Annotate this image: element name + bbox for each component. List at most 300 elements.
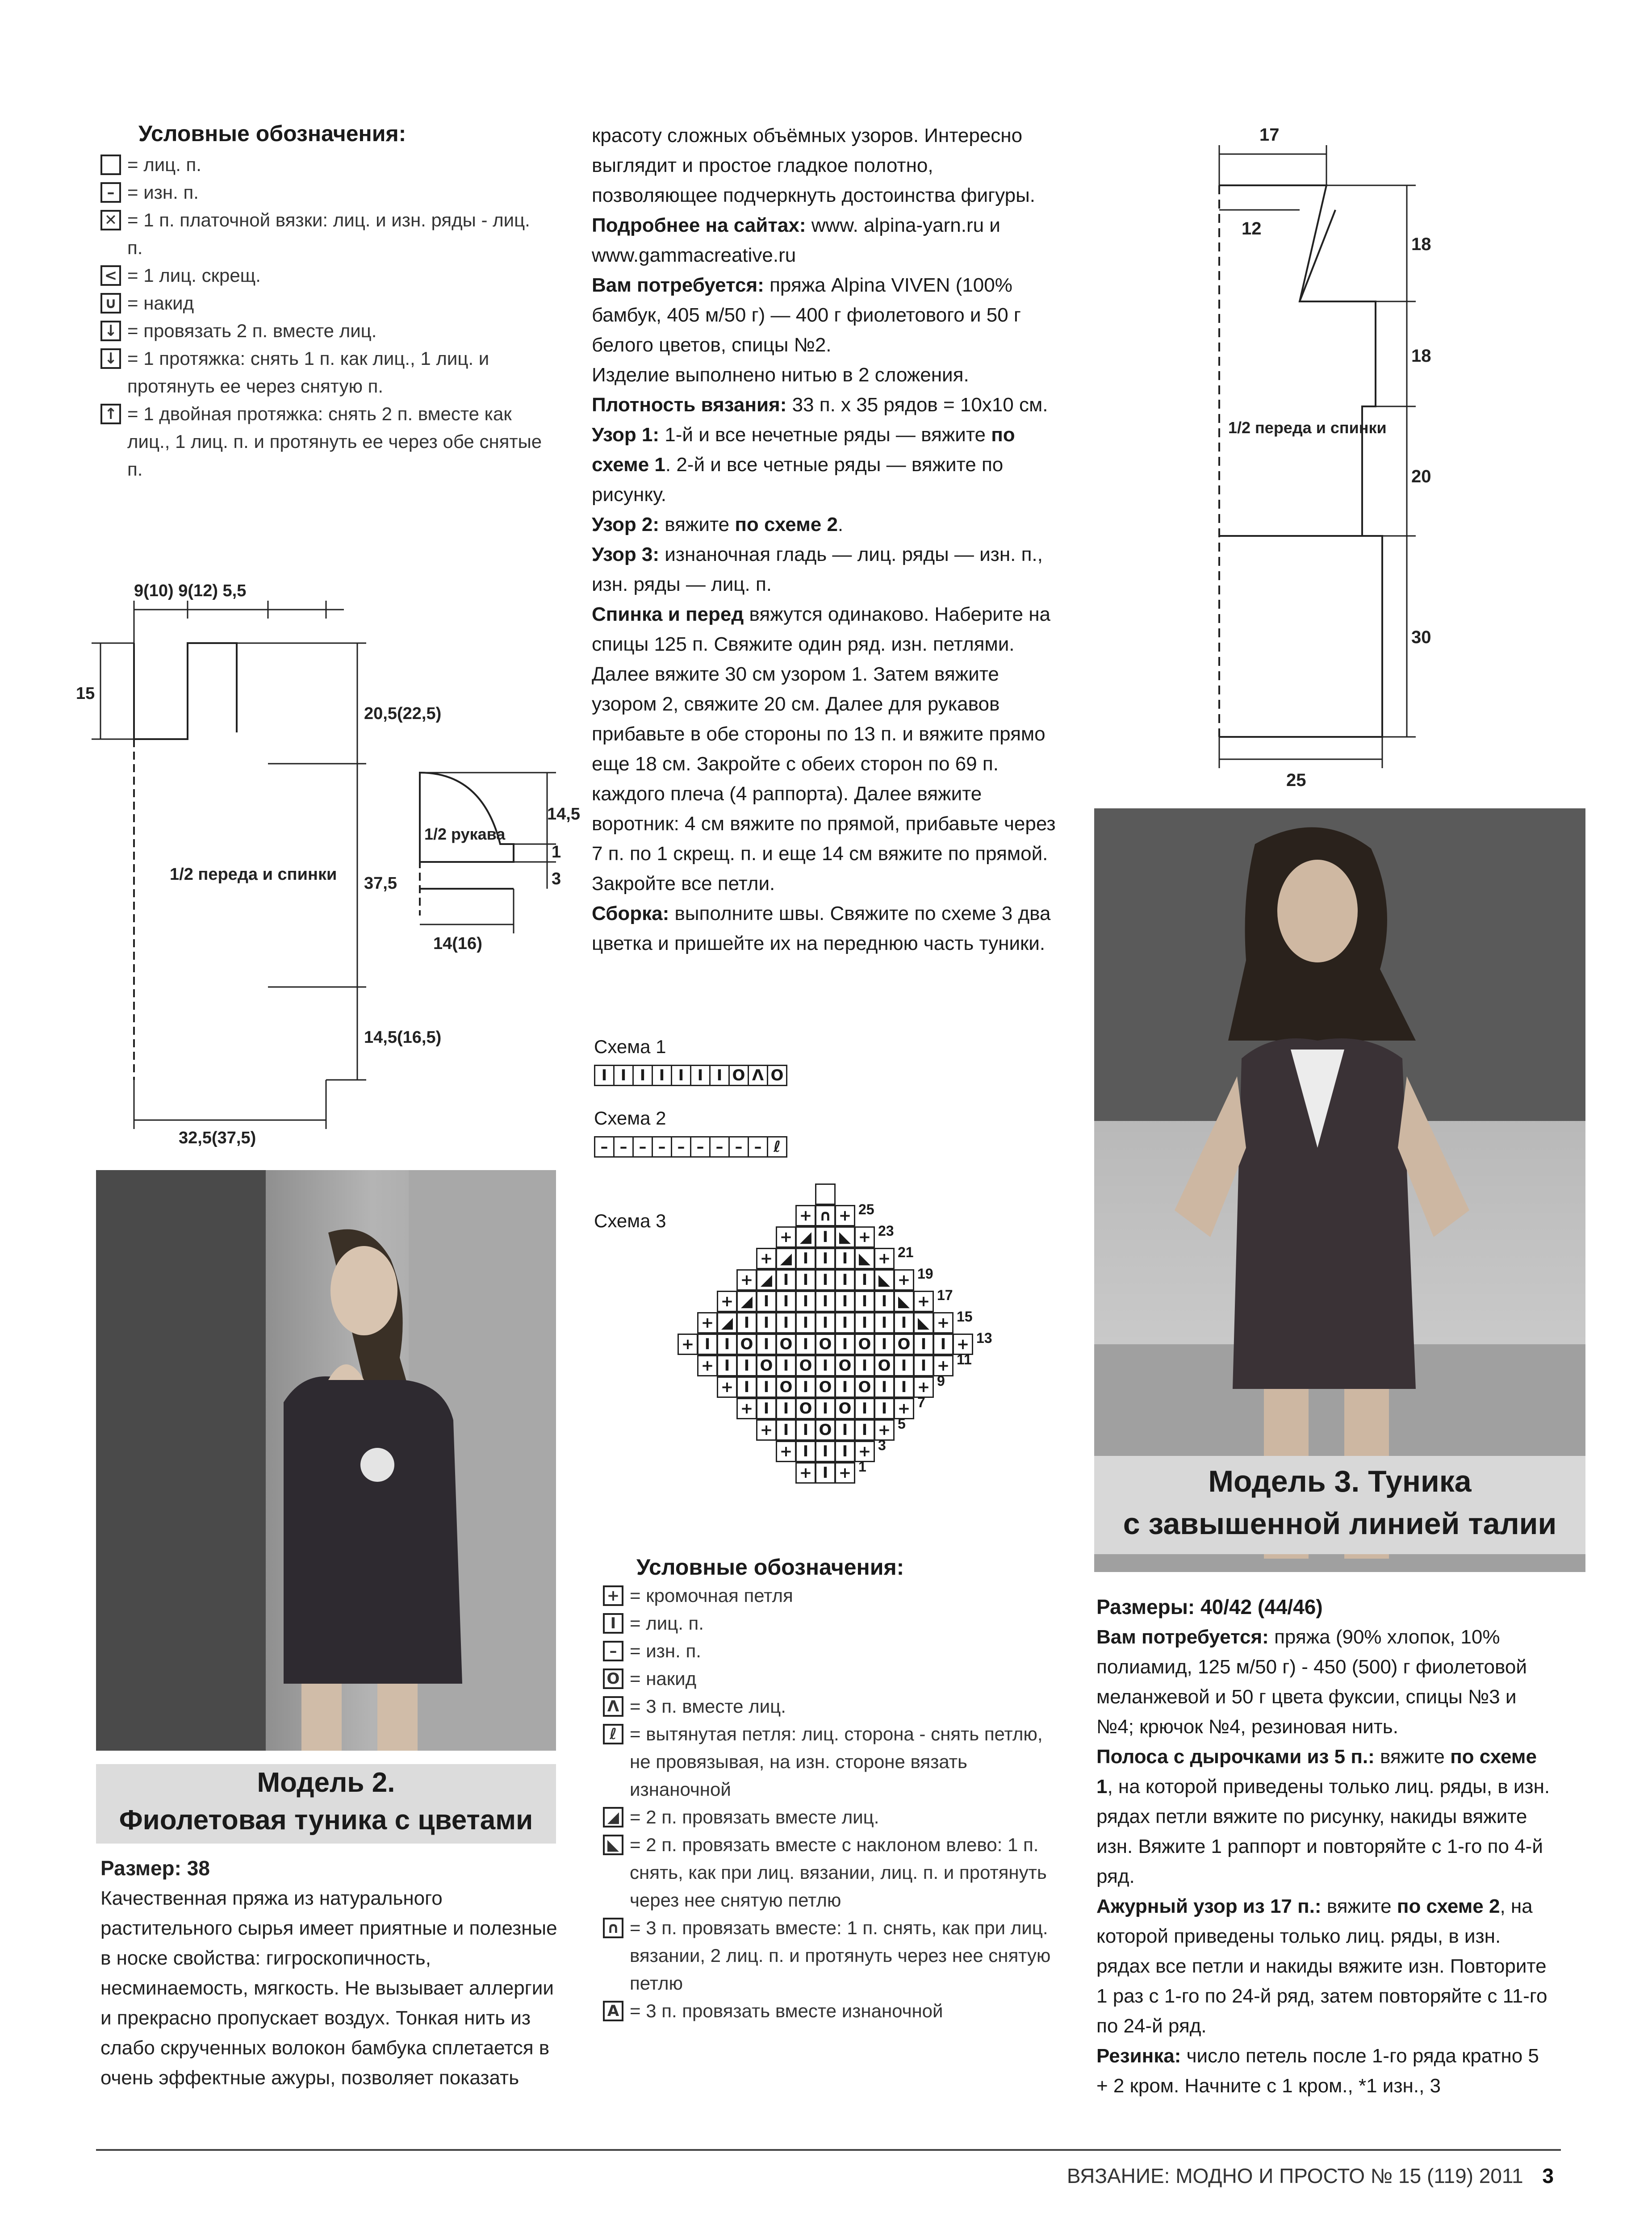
chart-cell: O [795, 1398, 816, 1419]
sleeve-dim-2: 1 [552, 843, 561, 861]
knit-symbol-icon: – [100, 182, 121, 203]
right-p2 [1096, 1742, 1552, 1891]
chart-cell: I [815, 1291, 836, 1312]
legend-1-text: = 1 двойная протяжка: снять 2 п. вместе как лиц., 1 лиц. п. и протянуть ее через обе снятые п. [127, 403, 542, 480]
chart-cell: + [894, 1398, 914, 1419]
chart-cell: I [835, 1376, 855, 1398]
chart-cell: + [913, 1291, 934, 1312]
chart-cell: ◢ [756, 1269, 777, 1291]
chart-cell: I [815, 1269, 836, 1291]
legend-2-text: = вытянутая петля: лиц. сторона - снять петлю, не провязывая, на изн. стороне вязать изнаночной [630, 1723, 1043, 1800]
chart-cell: O [767, 1065, 787, 1086]
chart-cell: I [671, 1065, 691, 1086]
legend-title: Условные обозначения: [138, 121, 406, 146]
dim-top: 17 [1259, 125, 1280, 145]
legend-1-row [100, 345, 547, 400]
footer-magazine: ВЯЗАНИЕ: МОДНО И ПРОСТО № 15 (119) 2011 [1066, 2164, 1523, 2187]
chart-cell: + [795, 1205, 816, 1226]
knit-symbol-icon: ∪ [100, 293, 121, 314]
dim-right-1: 18 [1411, 234, 1431, 254]
assembly-text: выполните швы. Свяжите по схеме 3 два цветка и пришейте их на переднюю часть туники. [592, 903, 1051, 954]
row-number-label: 19 [917, 1266, 933, 1282]
rib-text: число петель после 1-го ряда кратно 5 + 2 кром. Начните с 1 кром., *1 изн., 3 [1096, 2045, 1539, 2097]
chart-cell: + [697, 1312, 718, 1334]
knit-symbol-icon: < [100, 265, 121, 286]
holes-stripe-text-c: , на которой приведены только лиц. ряды, в изн. рядах петли вяжите по рисунку, накиды вяжите изн. Вяжите 1 раппорт и повторяйте с 1-го по 4-й ряд. [1096, 1776, 1550, 1887]
chart-cell: I [594, 1065, 615, 1086]
mid-p1: красоту сложных объёмных узоров. Интересно выглядит и простое гладкое полотно, позволяющее подчеркнуть достоинства фигуры. [592, 125, 1035, 206]
lace-pattern-label: Ажурный узор из 17 п.: [1096, 1895, 1322, 1917]
chart-cell: + [697, 1355, 718, 1376]
chart-cell: I [815, 1248, 836, 1269]
middle-text-column [592, 121, 1056, 958]
chart-cell: I [736, 1355, 757, 1376]
chart-cell: I [795, 1269, 816, 1291]
chart-cell: I [776, 1398, 796, 1419]
legend-1-row [100, 289, 547, 317]
lace-pattern-text-a: вяжите [1321, 1895, 1397, 1917]
legend-1-row [100, 206, 547, 262]
dim-right-2: 37,5 [364, 874, 397, 893]
legend-1-row [100, 262, 547, 289]
legend-symbols-2 [603, 1554, 1063, 2025]
knit-symbol-icon: ◢ [603, 1807, 623, 1827]
knit-symbol-icon: Λ [603, 1696, 623, 1717]
chart-cell: I [717, 1334, 737, 1355]
gauge-label: Плотность вязания: [592, 394, 787, 416]
materials-text: пряжа Alpina VIVEN (100% бамбук, 405 м/50 г) — 400 г фиолетового и 50 г белого цветов, спицы №2. [592, 274, 1021, 356]
legend-1-text: = 1 лиц. скрещ. [127, 265, 261, 286]
chart-cell: I [756, 1291, 777, 1312]
knit-symbol-icon: + [603, 1585, 623, 1606]
chart-cell: I [736, 1376, 757, 1398]
legend-1-text: = 1 п. платочной вязки: лиц. и изн. ряды - лиц. п. [127, 209, 530, 258]
chart-cell: I [854, 1398, 875, 1419]
chart-cell: I [815, 1226, 836, 1248]
pattern-schematic-model-3 [1184, 121, 1496, 799]
model-2-figure-illustration [96, 1170, 556, 1751]
photo-model-2 [96, 1170, 556, 1751]
chart-cell: + [756, 1419, 777, 1441]
chart-cell: I [933, 1334, 954, 1355]
legend-2-text: = 3 п. вместе лиц. [630, 1696, 786, 1717]
chart-cell: I [894, 1376, 914, 1398]
dim-left: 15 [76, 684, 95, 703]
chart-cell: I [815, 1462, 836, 1484]
chart-cell: + [776, 1441, 796, 1462]
knit-symbol-icon: ↓ [100, 321, 121, 341]
row-number-label: 17 [937, 1287, 953, 1303]
chart-cell: I [795, 1248, 816, 1269]
chart-cell: + [678, 1334, 698, 1355]
chart-cell: I [795, 1312, 816, 1334]
footer-rule [96, 2149, 1561, 2151]
chart-cell: I [756, 1312, 777, 1334]
chart-cell: ◢ [776, 1248, 796, 1269]
legend-2-text: = 2 п. провязать вместе с наклоном влево: 1 п. снять, как при лиц. вязании, лиц. п. и протянуть через нее снятую петлю [630, 1834, 1047, 1911]
chart-cell: I [815, 1441, 836, 1462]
chart-cell: I [835, 1441, 855, 1462]
chart-cell: I [756, 1334, 777, 1355]
footer [1067, 2164, 1554, 2188]
chart-cell: + [933, 1312, 954, 1334]
mid-p8 [592, 539, 1056, 599]
back-front-label: Спинка и перед [592, 603, 744, 625]
chart-cell: I [697, 1334, 718, 1355]
mid-p4: Изделие выполнено нитью в 2 сложения. [592, 364, 969, 386]
chart-cell: + [776, 1226, 796, 1248]
dim-right-2: 18 [1411, 346, 1431, 366]
chart-cell: I [795, 1441, 816, 1462]
lace-pattern-text-c: , на которой приведены только лиц. ряды, в изн. рядах все петли и накиды вяжите изн. Повторите 1 раз с 1-го по 24-й ряд, затем повторяйте с 11-го по 24-й ряд. [1096, 1895, 1547, 2037]
chart-cell: + [933, 1355, 954, 1376]
chart-cell: – [690, 1136, 711, 1158]
sites-label: Подробнее на сайтах: [592, 214, 806, 236]
mid-p6 [592, 420, 1056, 510]
chart-cell: I [736, 1312, 757, 1334]
pattern-3-label: Узор 3: [592, 544, 660, 565]
rib-label: Резинка: [1096, 2045, 1181, 2067]
chart-cell: O [874, 1355, 895, 1376]
chart-cell: + [756, 1248, 777, 1269]
chart-cell: + [795, 1462, 816, 1484]
chart-cell: – [728, 1136, 749, 1158]
legend-2-row [603, 1610, 1063, 1637]
row-number-label: 7 [917, 1394, 925, 1410]
chart-cell: I [913, 1334, 934, 1355]
lace-pattern-text-b: по схеме 2 [1397, 1895, 1500, 1917]
left-text-column [100, 1853, 560, 2093]
legend-1-row [100, 400, 547, 483]
knit-symbol-icon: ✕ [100, 210, 121, 230]
chart-cell: I [854, 1269, 875, 1291]
gauge-text: 33 п. х 35 рядов = 10х10 см. [786, 394, 1048, 416]
right-p1 [1096, 1622, 1552, 1742]
legend-2-text: = изн. п. [630, 1640, 701, 1661]
row-number-label: 11 [957, 1351, 972, 1367]
chart-cell: ∩ [815, 1205, 836, 1226]
legend-1-row [100, 179, 547, 206]
sleeve-dim-3: 3 [552, 870, 561, 888]
mid-p7 [592, 510, 1056, 539]
chart-cell [815, 1183, 836, 1205]
knit-symbol-icon: ↓ [100, 348, 121, 369]
row-number-label: 23 [878, 1223, 894, 1239]
chart-cell: O [815, 1334, 836, 1355]
chart-cell: I [776, 1312, 796, 1334]
chart-cell: I [835, 1291, 855, 1312]
chart-cell: I [756, 1376, 777, 1398]
chart-cell: – [613, 1136, 634, 1158]
row-number-label: 15 [957, 1309, 973, 1325]
right-text-column [1096, 1592, 1552, 2101]
legend-2-row [603, 1914, 1063, 1997]
chart-cell: – [748, 1136, 768, 1158]
caption-line-2: Фиолетовая туника с цветами [119, 1805, 533, 1836]
sleeve-label: 1/2 рукава [424, 825, 506, 843]
chart-cell: ◣ [894, 1291, 914, 1312]
chart-cell: ◢ [795, 1226, 816, 1248]
pattern-1-text-a: 1-й и все нечетные ряды — вяжите [659, 424, 991, 446]
chart-cell: I [894, 1355, 914, 1376]
legend-2-text: = 3 п. провязать вместе изнаночной [630, 2000, 943, 2021]
legend-1-text: = провязать 2 п. вместе лиц. [127, 320, 377, 341]
legend-2-row [603, 1720, 1063, 1803]
chart-cell: ◢ [717, 1312, 737, 1334]
chart-cell: + [874, 1248, 895, 1269]
legend-2-text: = 3 п. провязать вместе: 1 п. снять, как при лиц. вязании, 2 лиц. п. и протянуть через нее снятую петлю [630, 1917, 1051, 1994]
pattern-1-text-c: . 2-й и все четные ряды — вяжите по рисунку. [592, 454, 1004, 506]
chart-cell: + [874, 1419, 895, 1441]
chart-cell: O [776, 1376, 796, 1398]
pattern-1-text-b: по схеме 1 [592, 424, 1015, 476]
row-number-label: 5 [898, 1416, 906, 1432]
chart-cell: I [815, 1312, 836, 1334]
knit-symbol-icon [100, 155, 121, 175]
dim-inner: 12 [1242, 219, 1262, 238]
chart-cell: ◣ [874, 1269, 895, 1291]
legend-2-text: = 2 п. провязать вместе лиц. [630, 1806, 879, 1827]
dim-right-1: 20,5(22,5) [364, 704, 442, 723]
scheme-1-label: Схема 1 [594, 1036, 666, 1057]
chart-cell: I [709, 1065, 730, 1086]
chart-cell: I [894, 1312, 914, 1334]
legend-2-row [603, 1693, 1063, 1720]
chart-cell: I [854, 1419, 875, 1441]
row-number-label: 21 [898, 1244, 914, 1260]
chart-cell: I [835, 1419, 855, 1441]
chart-cell: + [736, 1398, 757, 1419]
mid-p10 [592, 899, 1056, 958]
chart-cell: O [756, 1355, 777, 1376]
chart-cell: ℓ [767, 1136, 787, 1158]
holes-stripe-text-b: по схеме 1 [1096, 1746, 1537, 1798]
chart-cell: + [717, 1376, 737, 1398]
caption-line-1: Модель 3. Туника [1208, 1464, 1472, 1498]
chart-cell: + [835, 1205, 855, 1226]
legend-2-row [603, 1665, 1063, 1693]
pattern-2-text-c: . [837, 514, 844, 535]
chart-cell: I [717, 1355, 737, 1376]
chart-cell: I [776, 1355, 796, 1376]
chart-cell: + [953, 1334, 973, 1355]
chart-cell: + [835, 1462, 855, 1484]
sleeve-bottom-dim: 14(16) [433, 934, 482, 953]
sleeve-dim-1: 14,5 [547, 805, 580, 824]
right-p4 [1096, 2041, 1552, 2101]
chart-cell: I [776, 1419, 796, 1441]
chart-cell: O [835, 1398, 855, 1419]
chart-cell: O [894, 1334, 914, 1355]
caption-line-1: Модель 2. [257, 1767, 395, 1798]
legend-2-text: = лиц. п. [630, 1613, 704, 1634]
scheme-2 [594, 1108, 787, 1158]
knit-symbol-icon: ℓ [603, 1724, 623, 1744]
mid-p3 [592, 270, 1056, 360]
chart-cell: O [736, 1334, 757, 1355]
dim-bottom: 25 [1286, 770, 1306, 790]
scheme-1-grid [595, 1065, 787, 1086]
legend-2-title: Условные обозначения: [636, 1555, 904, 1580]
legend-2-row [603, 1637, 1063, 1665]
knit-symbol-icon: ↑ [100, 404, 121, 424]
scheme-3-grid [594, 1179, 1041, 1568]
holes-stripe-label: Полоса с дырочками из 5 п.: [1096, 1746, 1375, 1768]
legend-2-row [603, 1582, 1063, 1610]
mid-p5 [592, 390, 1056, 420]
chart-cell: ◣ [913, 1312, 934, 1334]
chart-cell: O [776, 1334, 796, 1355]
chart-cell: I [613, 1065, 634, 1086]
knit-symbol-icon: ◣ [603, 1835, 623, 1855]
dim-right-4: 30 [1411, 627, 1431, 647]
chart-cell: I [815, 1355, 836, 1376]
dim-bottom: 32,5(37,5) [179, 1129, 256, 1147]
chart-cell: O [854, 1334, 875, 1355]
chart-cell: O [815, 1376, 836, 1398]
chart-cell: I [776, 1291, 796, 1312]
materials-label: Вам потребуется: [1096, 1626, 1269, 1648]
chart-cell: I [854, 1312, 875, 1334]
chart-cell: O [815, 1419, 836, 1441]
row-number-label: 3 [878, 1437, 886, 1453]
chart-cell: – [594, 1136, 615, 1158]
chart-cell: I [874, 1312, 895, 1334]
chart-cell: – [652, 1136, 672, 1158]
legend-2-list [603, 1582, 1063, 2025]
chart-cell: + [717, 1291, 737, 1312]
chart-cell: I [874, 1376, 895, 1398]
materials-label: Вам потребуется: [592, 274, 764, 296]
legend-list [100, 151, 547, 483]
mid-p9 [592, 599, 1056, 899]
scheme-3-label: Схема 3 [594, 1210, 666, 1231]
size-label: Размер: 38 [100, 1857, 210, 1880]
scheme-2-label: Схема 2 [594, 1108, 666, 1129]
legend-1-row [100, 151, 547, 179]
chart-cell: I [776, 1269, 796, 1291]
row-number-label: 13 [976, 1330, 992, 1346]
chart-cell: I [874, 1398, 895, 1419]
photo-model-3 [1094, 808, 1585, 1572]
chart-cell: I [795, 1334, 816, 1355]
dim-right-3: 14,5(16,5) [364, 1028, 442, 1047]
chart-cell: I [854, 1355, 875, 1376]
chart-cell: + [854, 1441, 875, 1462]
photo-caption-model-2 [96, 1764, 556, 1844]
knit-symbol-icon: A [603, 2001, 623, 2021]
legend-1-text: = 1 протяжка: снять 1 п. как лиц., 1 лиц. и протянуть ее через снятую п. [127, 348, 489, 397]
row-number-label: 25 [858, 1201, 874, 1217]
chart-cell: I [835, 1269, 855, 1291]
knit-symbol-icon: I [603, 1613, 623, 1634]
chart-cell: ◣ [835, 1226, 855, 1248]
chart-cell: I [652, 1065, 672, 1086]
photo-caption-model-3 [1094, 1456, 1585, 1554]
chart-cell: O [854, 1376, 875, 1398]
chart-cell: I [913, 1355, 934, 1376]
chart-cell: I [854, 1291, 875, 1312]
chart-cell: I [795, 1419, 816, 1441]
chart-cell: I [795, 1291, 816, 1312]
legend-1-text: = изн. п. [127, 182, 199, 203]
legend-2-row [603, 1831, 1063, 1914]
chart-cell: – [709, 1136, 730, 1158]
scheme-1 [594, 1036, 787, 1086]
dim-right-3: 20 [1411, 467, 1431, 486]
caption-line-2: с завышенной линией талии [1123, 1507, 1557, 1541]
chart-cell: I [874, 1291, 895, 1312]
legend-1-row [100, 317, 547, 345]
row-number-label: 9 [937, 1373, 945, 1389]
chart-cell: O [835, 1355, 855, 1376]
chart-cell: + [736, 1269, 757, 1291]
piece-label: 1/2 переда и спинки [170, 865, 337, 884]
chart-cell: I [795, 1376, 816, 1398]
sites-text: www. alpina-yarn.ru и www.gammacreative.ru [592, 214, 1000, 266]
chart-cell: Λ [748, 1065, 768, 1086]
chart-cell: I [632, 1065, 653, 1086]
pattern-2-text-a: вяжите [659, 514, 735, 535]
legend-2-text: = накид [630, 1668, 697, 1689]
legend-2-row [603, 1803, 1063, 1831]
pattern-2-text-b: по схеме 2 [735, 514, 838, 535]
chart-cell: ◢ [736, 1291, 757, 1312]
legend-symbols-1 [100, 121, 547, 483]
knit-symbol-icon: ∩ [603, 1918, 623, 1938]
chart-cell: I [756, 1398, 777, 1419]
knit-symbol-icon: – [603, 1641, 623, 1661]
chart-cell: + [854, 1226, 875, 1248]
chart-cell: + [913, 1376, 934, 1398]
sizes-label: Размеры: 40/42 (44/46) [1096, 1595, 1323, 1618]
materials-text: пряжа (90% хлопок, 10% полиамид, 125 м/50 г) - 450 (500) г фиолетовой меланжевой и 50 г цвета фуксии, спицы №3 и №4; крючок №4, резиновая нить. [1096, 1626, 1527, 1738]
chart-cell: ◣ [854, 1248, 875, 1269]
chart-cell: I [835, 1248, 855, 1269]
row-number-label: 1 [858, 1459, 866, 1475]
chart-cell: + [894, 1269, 914, 1291]
right-p3 [1096, 1891, 1552, 2041]
pattern-1-label: Узор 1: [592, 424, 660, 446]
legend-2-text: = кромочная петля [630, 1585, 793, 1606]
assembly-label: Сборка: [592, 903, 669, 924]
piece-label: 1/2 переда и спинки [1228, 418, 1387, 437]
page-number: 3 [1542, 2164, 1554, 2187]
chart-cell: I [815, 1398, 836, 1419]
pattern-2-label: Узор 2: [592, 514, 660, 535]
chart-cell: – [671, 1136, 691, 1158]
holes-stripe-text-a: вяжите [1374, 1746, 1451, 1768]
knit-symbol-icon: O [603, 1668, 623, 1689]
legend-1-text: = накид [127, 293, 194, 314]
legend-2-row [603, 1997, 1063, 2025]
chart-cell: O [728, 1065, 749, 1086]
chart-cell: I [874, 1334, 895, 1355]
back-front-text: вяжутся одинаково. Наберите на спицы 125 п. Свяжите один ряд. изн. петлями. Далее вяжите 30 см узором 1. Затем вяжите узором 2, свяжите 20 см. Далее для рукавов прибавьте в обе стороны по 13 п. и вяжите прямо еще 18 см. Закройте с обеих сторон по 69 п. каждого плеча (4 раппорта). Далее вяжите воротник: 4 см вяжите по прямой, прибавьте через 7 п. по 1 скрещ. п. и еще 14 см вяжите по прямой. Закройте все петли. [592, 603, 1056, 895]
chart-cell: O [795, 1355, 816, 1376]
mid-p2 [592, 210, 1056, 270]
pattern-3-text: изнаночная гладь — лиц. ряды — изн. п., изн. ряды — лиц. п. [592, 544, 1043, 595]
chart-cell: I [690, 1065, 711, 1086]
legend-1-text: = лиц. п. [127, 154, 201, 175]
chart-cell: I [835, 1312, 855, 1334]
chart-cell: – [632, 1136, 653, 1158]
intro-paragraph: Качественная пряжа из натурального растительного сырья имеет приятные и полезные в носке свойства: гигроскопичность, несминаемость, мягкость. Не вызывает аллергии и прекрасно пропускает воздух. Тонкая нить из слабо скрученных волокон бамбука сплетается в очень эффектные ажуры, позволяет показать [100, 1887, 557, 2089]
scheme-2-grid [595, 1136, 787, 1158]
pattern-schematic-model-2 [67, 576, 580, 1148]
dim-top: 9(10) 9(12) 5,5 [134, 581, 247, 600]
chart-cell: I [835, 1334, 855, 1355]
